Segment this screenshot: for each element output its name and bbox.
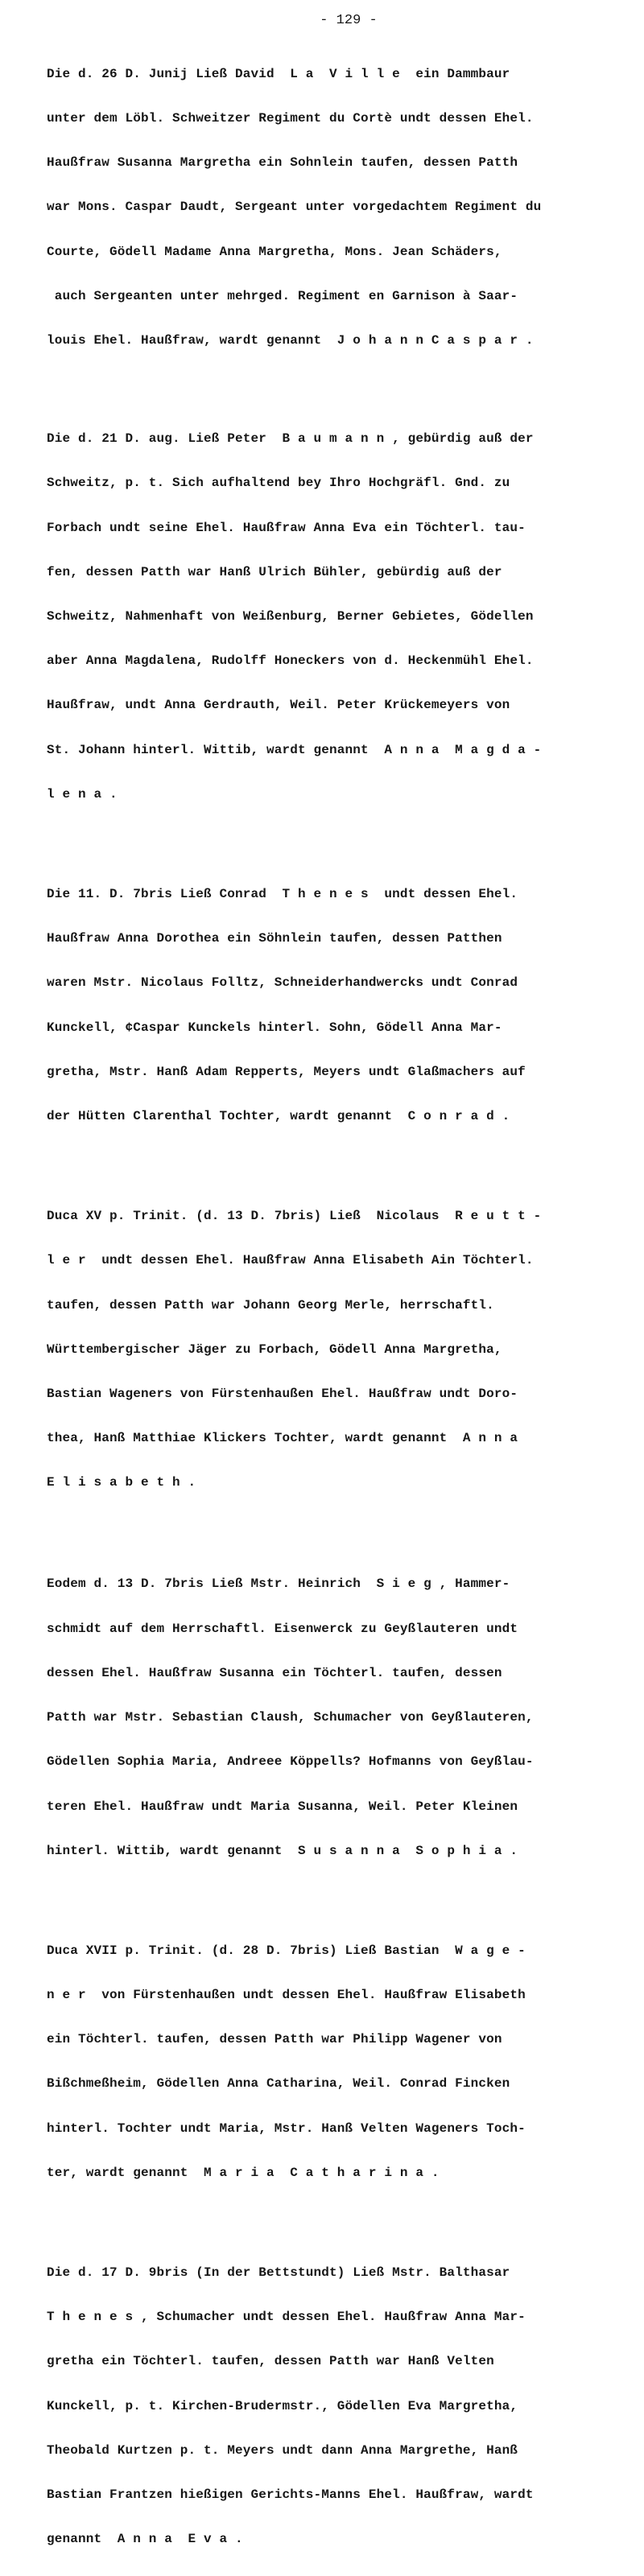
baptism-entry-la-ville	[47, 37, 626, 377]
baptism-entry-thenes-conrad	[47, 857, 626, 1153]
entry-line: St. Johann hinterl. Wittib, wardt genannt A n n a M a g d a -	[47, 742, 542, 757]
entry-line: Haußfraw, undt Anna Gerdrauth, Weil. Peter Krückemeyers von	[47, 698, 510, 713]
entry-line: Theobald Kurtzen p. t. Meyers undt dann Anna Margrethe, Hanß	[47, 2442, 518, 2458]
entry-line: Bißchmeßheim, Gödellen Anna Catharina, Weil. Conrad Fincken	[47, 2076, 510, 2092]
entry-line: Schweitz, p. t. Sich aufhaltend bey Ihro Hochgräfl. Gnd. zu	[47, 476, 510, 491]
baptism-entry-sieg	[47, 1548, 626, 1888]
entry-line: louis Ehel. Haußfraw, wardt genannt J o h a n n C a s p a r .	[47, 333, 534, 348]
entry-line: hinterl. Wittib, wardt genannt S u s a n n a S o p h i a .	[47, 1843, 518, 1858]
entry-line: genannt A n n a E v a .	[47, 2532, 243, 2547]
entry-line: Württembergischer Jäger zu Forbach, Gödell Anna Margretha,	[47, 1342, 502, 1357]
entry-spacer	[47, 831, 626, 857]
entry-line: teren Ehel. Haußfraw undt Maria Susanna, Weil. Peter Kleinen	[47, 1799, 518, 1814]
entry-line: Duca XV p. Trinit. (d. 13 D. 7bris) Ließ Nicolaus R e u t t -	[47, 1209, 542, 1224]
entry-line: war Mons. Caspar Daudt, Sergeant unter vorgedachtem Regiment du	[47, 200, 542, 215]
entry-line: Die d. 17 D. 9bris (In der Bettstundt) Ließ Mstr. Balthasar	[47, 2265, 510, 2280]
entry-line: Patth war Mstr. Sebastian Claush, Schumacher von Geyßlauteren,	[47, 1710, 534, 1725]
entry-line: Gödellen Sophia Maria, Andreee Köppells? Hofmanns von Geyßlau-	[47, 1754, 534, 1770]
entry-line: Die d. 26 D. Junij Ließ David L a V i l l e ein Dammbaur	[47, 66, 510, 81]
entry-line: Kunckell, p. t. Kirchen-Brudermstr., Gödellen Eva Margretha,	[47, 2398, 518, 2413]
entry-spacer	[47, 2210, 626, 2236]
entry-line: Duca XVII p. Trinit. (d. 28 D. 7bris) Ließ Bastian W a g e -	[47, 1943, 526, 1958]
entry-line: aber Anna Magdalena, Rudolff Honeckers von d. Heckenmühl Ehel.	[47, 653, 534, 669]
entry-spacer	[47, 377, 626, 402]
entry-spacer	[47, 1520, 626, 1548]
entry-line: taufen, dessen Patth war Johann Georg Merle, herrschaftl.	[47, 1297, 494, 1313]
entry-line: Bastian Wageners von Fürstenhaußen Ehel. Haußfraw undt Doro-	[47, 1386, 518, 1401]
entry-line: ter, wardt genannt M a r i a C a t h a r i n a .	[47, 2165, 440, 2180]
entry-spacer	[47, 1888, 626, 1914]
entry-line: T h e n e s , Schumacher undt dessen Ehel. Haußfraw Anna Mar-	[47, 2310, 526, 2325]
entry-line: fen, dessen Patth war Hanß Ulrich Bühler, gebürdig auß der	[47, 564, 502, 579]
entry-line: Haußfraw Susanna Margretha ein Sohnlein taufen, dessen Patth	[47, 155, 518, 171]
entry-line: l e n a .	[47, 786, 118, 802]
entry-line: Schweitz, Nahmenhaft von Weißenburg, Berner Gebietes, Gödellen	[47, 609, 534, 624]
entry-line: unter dem Löbl. Schweitzer Regiment du Cortè undt dessen Ehel.	[47, 111, 534, 126]
entry-line: hinterl. Tochter undt Maria, Mstr. Hanß Velten Wageners Toch-	[47, 2121, 526, 2136]
entry-line: der Hütten Clarenthal Tochter, wardt genannt C o n r a d .	[47, 1109, 510, 1124]
entry-line: waren Mstr. Nicolaus Folltz, Schneiderhandwercks undt Conrad	[47, 975, 518, 991]
entry-line: Kunckell, ¢Caspar Kunckels hinterl. Sohn, Gödell Anna Mar-	[47, 1020, 502, 1035]
entry-line: Eodem d. 13 D. 7bris Ließ Mstr. Heinrich S i e g , Hammer-	[47, 1577, 510, 1592]
baptism-entry-thenes-anna-eva	[47, 2236, 626, 2576]
entry-line: gretha, Mstr. Hanß Adam Repperts, Meyers undt Glaßmachers auf	[47, 1064, 526, 1079]
entry-line: Die 11. D. 7bris Ließ Conrad T h e n e s undt dessen Ehel.	[47, 886, 518, 901]
baptism-entry-reuttler	[47, 1179, 626, 1519]
baptism-entry-baumann	[47, 402, 626, 831]
entry-line: gretha ein Töchterl. taufen, dessen Patth war Hanß Velten	[47, 2354, 494, 2369]
entry-line: ein Töchterl. taufen, dessen Patth war Philipp Wagener von	[47, 2032, 502, 2047]
entry-line: dessen Ehel. Haußfraw Susanna ein Töchterl. taufen, dessen	[47, 1665, 502, 1680]
entry-spacer	[47, 1153, 626, 1179]
entry-line: Bastian Frantzen hießigen Gerichts-Manns Ehel. Haußfraw, wardt	[47, 2487, 534, 2502]
entry-line: Forbach undt seine Ehel. Haußfraw Anna Eva ein Töchterl. tau-	[47, 520, 526, 535]
entry-line: Die d. 21 D. aug. Ließ Peter B a u m a n n , gebürdig auß der	[47, 431, 534, 447]
entry-line: Haußfraw Anna Dorothea ein Söhnlein taufen, dessen Patthen	[47, 931, 502, 946]
entry-line: l e r undt dessen Ehel. Haußfraw Anna Elisabeth Ain Töchterl.	[47, 1253, 534, 1268]
baptism-entry-wagener	[47, 1914, 626, 2210]
page-number: - 129 -	[320, 13, 378, 28]
entry-line: schmidt auf dem Herrschaftl. Eisenwerck zu Geyßlauteren undt	[47, 1621, 518, 1636]
entry-line: auch Sergeanten unter mehrged. Regiment en Garnison à Saar-	[47, 288, 518, 303]
entry-line: E l i s a b e t h .	[47, 1475, 196, 1490]
entry-line: thea, Hanß Matthiae Klickers Tochter, wardt genannt A n n a	[47, 1431, 518, 1446]
entry-line: Courte, Gödell Madame Anna Margretha, Mons. Jean Schäders,	[47, 244, 502, 259]
entry-line: n e r von Fürstenhaußen undt dessen Ehel. Haußfraw Elisabeth	[47, 1987, 526, 2002]
